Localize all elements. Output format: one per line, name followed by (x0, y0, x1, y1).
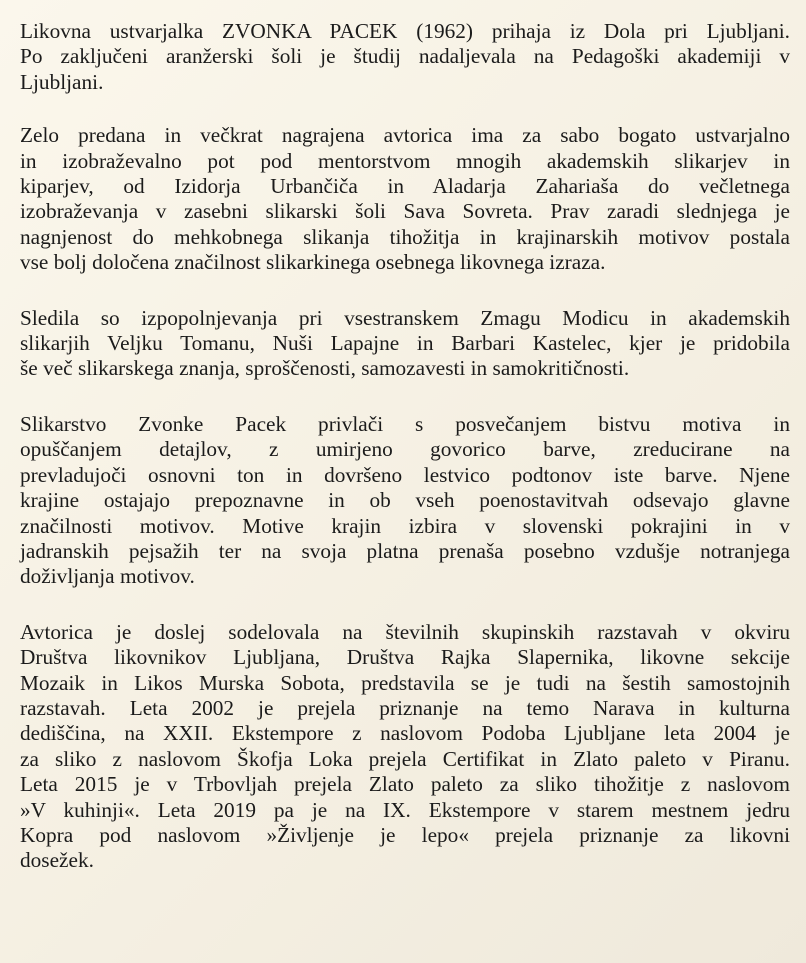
text-line: slikarjih Veljku Tomanu, Nuši Lapajne in Barbari Kastelec, kjer je pridobila (20, 331, 790, 356)
text-line: Avtorica je doslej sodelovala na številnih skupinskih razstavah v okviru (20, 619, 790, 644)
paragraph-intro (20, 19, 790, 95)
text-line: Likovna ustvarjalka ZVONKA PACEK (1962) prihaja iz Dola pri Ljubljani. (20, 19, 790, 43)
text-line: vse bolj določena značilnost slikarkinega osebnega likovnega izraza. (20, 250, 606, 275)
text-line: Kopra pod naslovom »Življenje je lepo« prejela priznanje za likovni (20, 822, 790, 847)
text-line: Društva likovnikov Ljubljana, Društva Rajka Slapernika, likovne sekcije (20, 645, 790, 670)
paragraph-style (20, 412, 790, 590)
text-line: Slikarstvo Zvonke Pacek privlači s posvečanjem bistvu motiva in (20, 411, 790, 436)
text-line: in izobraževalno pot pod mentorstvom mnogih akademskih slikarjev in (20, 148, 790, 173)
text-line: Ljubljani. (20, 69, 104, 94)
text-line: »V kuhinji«. Leta 2019 pa je na IX. Ekstempore v starem mestnem jedru (20, 797, 790, 822)
paragraph-exhibitions (20, 620, 790, 874)
text-line: prevladujoči osnovni ton in dovršeno lestvico podtonov iste barve. Njene (20, 462, 790, 487)
text-line: jadranskih pejsažih ter na svoja platna prenaša posebno vzdušje notranjega (20, 538, 790, 563)
text-line: Zelo predana in večkrat nagrajena avtorica ima za sabo bogato ustvarjalno (20, 123, 790, 148)
text-line: značilnosti motivov. Motive krajin izbira v slovenski pokrajini in v (20, 513, 790, 538)
text-line: dosežek. (20, 848, 94, 873)
text-line: razstavah. Leta 2002 je prejela priznanje na temo Narava in kulturna (20, 695, 790, 720)
text-line: kiparjev, od Izidorja Urbančiča in Aladarja Zahariaša do večletnega (20, 174, 790, 199)
text-line: Mozaik in Likos Murska Sobota, predstavila se je tudi na šestih samostojnih (20, 670, 790, 695)
paragraph-training (20, 306, 790, 382)
text-line: nagnjenost do mehkobnega slikanja tihožitja in krajinarskih motivov postala (20, 224, 790, 249)
text-line: izobraževanja v zasebni slikarski šoli Sava Sovreta. Prav zaradi slednjega je (20, 199, 790, 224)
text-line: opuščanjem detajlov, z umirjeno govorico barve, zreducirane na (20, 437, 790, 462)
text-line: še več slikarskega znanja, sproščenosti, samozavesti in samokritičnosti. (20, 356, 630, 381)
text-line: krajine ostajajo prepoznavne in ob vseh poenostavitvah odsevajo glavne (20, 488, 790, 513)
text-line: Po zaključeni aranžerski šoli je študij nadaljevala na Pedagoški akademiji v (20, 44, 790, 69)
text-line: za sliko z naslovom Škofja Loka prejela Certifikat in Zlato paleto v Piranu. (20, 746, 790, 771)
text-line: Sledila so izpopolnjevanja pri vsestranskem Zmagu Modicu in akademskih (20, 305, 790, 330)
text-line: doživljanja motivov. (20, 564, 195, 589)
text-line: dediščina, na XXII. Ekstempore z naslovom Podoba Ljubljane leta 2004 je (20, 721, 790, 746)
paragraph-education (20, 123, 790, 275)
text-line: Leta 2015 je v Trbovljah prejela Zlato paleto za sliko tihožitje z naslovom (20, 772, 790, 797)
